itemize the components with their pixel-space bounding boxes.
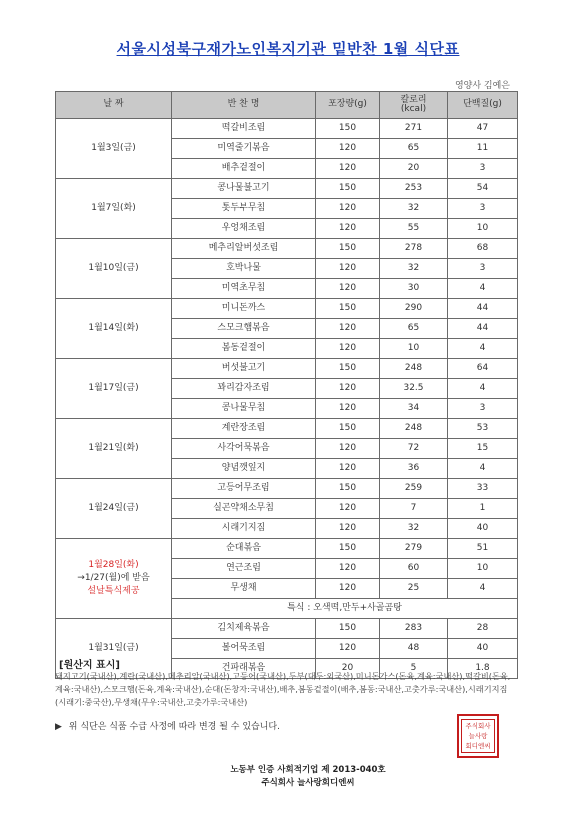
date-cell: 1월17일(금) [56, 359, 172, 419]
table-row [56, 179, 518, 199]
kcal-cell: 30 [380, 279, 448, 299]
table-row [56, 619, 518, 639]
protein-cell: 33 [448, 479, 518, 499]
header-kcal: 칼로리 (kcal) [380, 92, 448, 119]
table-row [56, 359, 518, 379]
kcal-cell: 32.5 [380, 379, 448, 399]
dish-cell: 건파래볶음 [172, 659, 316, 679]
protein-cell: 40 [448, 639, 518, 659]
protein-cell: 10 [448, 559, 518, 579]
dish-cell: 봄동겉절이 [172, 339, 316, 359]
kcal-cell: 55 [380, 219, 448, 239]
kcal-cell: 20 [380, 159, 448, 179]
date-cell: 1월10일(금) [56, 239, 172, 299]
date-cell: 1월24일(금) [56, 479, 172, 539]
protein-cell: 47 [448, 119, 518, 139]
triangle-right-icon: ▶ [55, 722, 62, 732]
protein-cell: 4 [448, 339, 518, 359]
portion-cell: 120 [316, 579, 380, 599]
portion-cell: 120 [316, 199, 380, 219]
kcal-cell: 248 [380, 419, 448, 439]
kcal-cell: 65 [380, 319, 448, 339]
portion-cell: 150 [316, 479, 380, 499]
kcal-cell: 283 [380, 619, 448, 639]
kcal-cell: 271 [380, 119, 448, 139]
notice-text: 위 식단은 식품 수급 사정에 따라 변경 될 수 있습니다. [68, 722, 280, 732]
kcal-cell: 48 [380, 639, 448, 659]
menu-table [55, 91, 518, 679]
portion-cell: 120 [316, 559, 380, 579]
protein-cell: 54 [448, 179, 518, 199]
protein-cell: 3 [448, 199, 518, 219]
dish-cell: 미니돈까스 [172, 299, 316, 319]
special-date-change: →1/27(월)에 받음 [77, 572, 150, 583]
special-date-cell [56, 539, 172, 619]
dish-cell: 고등어무조림 [172, 479, 316, 499]
dish-cell: 사각어묵볶음 [172, 439, 316, 459]
protein-cell: 4 [448, 279, 518, 299]
protein-cell: 4 [448, 579, 518, 599]
dish-cell: 떡갈비조림 [172, 119, 316, 139]
dish-cell: 양념깻잎지 [172, 459, 316, 479]
dish-cell: 실곤약채소무침 [172, 499, 316, 519]
portion-cell: 150 [316, 359, 380, 379]
kcal-cell: 259 [380, 479, 448, 499]
portion-cell: 120 [316, 639, 380, 659]
header-portion: 포장량(g) [316, 92, 380, 119]
dish-cell: 호박나물 [172, 259, 316, 279]
protein-cell: 28 [448, 619, 518, 639]
protein-cell: 15 [448, 439, 518, 459]
dish-cell: 미역줄기볶음 [172, 139, 316, 159]
portion-cell: 20 [316, 659, 380, 679]
protein-cell: 68 [448, 239, 518, 259]
protein-cell: 53 [448, 419, 518, 439]
protein-cell: 3 [448, 159, 518, 179]
dish-cell: 꽈리감자조림 [172, 379, 316, 399]
portion-cell: 150 [316, 419, 380, 439]
page-title: 서울시성북구재가노인복지기관 밑반찬 1월 식단표 [116, 40, 460, 58]
protein-cell: 44 [448, 299, 518, 319]
kcal-cell: 34 [380, 399, 448, 419]
dish-cell: 톳두부무침 [172, 199, 316, 219]
protein-cell: 10 [448, 219, 518, 239]
protein-cell: 51 [448, 539, 518, 559]
notice [55, 719, 280, 732]
header-protein: 단백질(g) [448, 92, 518, 119]
protein-cell: 11 [448, 139, 518, 159]
portion-cell: 150 [316, 539, 380, 559]
kcal-cell: 10 [380, 339, 448, 359]
certification-line: 노동부 인증 사회적기업 제 2013-040호 [230, 765, 386, 775]
table-row [56, 419, 518, 439]
table-row [56, 479, 518, 499]
kcal-cell: 279 [380, 539, 448, 559]
protein-cell: 1.8 [448, 659, 518, 679]
portion-cell: 120 [316, 379, 380, 399]
dish-cell: 버섯불고기 [172, 359, 316, 379]
portion-cell: 120 [316, 219, 380, 239]
dish-cell: 메추리알버섯조림 [172, 239, 316, 259]
portion-cell: 120 [316, 459, 380, 479]
table-row [56, 239, 518, 259]
dish-cell: 무생채 [172, 579, 316, 599]
dish-cell: 스모크햄볶음 [172, 319, 316, 339]
kcal-cell: 290 [380, 299, 448, 319]
portion-cell: 120 [316, 159, 380, 179]
portion-cell: 120 [316, 439, 380, 459]
dish-cell: 콩나물불고기 [172, 179, 316, 199]
company-seal: 주식회사 늘사랑 회디엔씨 [457, 714, 499, 758]
company-name: 주식회사 늘사랑회디엔씨 [261, 778, 355, 788]
portion-cell: 120 [316, 399, 380, 419]
kcal-cell: 32 [380, 259, 448, 279]
kcal-cell: 72 [380, 439, 448, 459]
special-date: 1월28일(화) [88, 559, 139, 570]
protein-cell: 4 [448, 379, 518, 399]
protein-cell: 4 [448, 459, 518, 479]
portion-cell: 120 [316, 319, 380, 339]
header-dish: 반 찬 명 [172, 92, 316, 119]
kcal-cell: 36 [380, 459, 448, 479]
kcal-cell: 5 [380, 659, 448, 679]
portion-cell: 120 [316, 259, 380, 279]
kcal-cell: 253 [380, 179, 448, 199]
protein-cell: 1 [448, 499, 518, 519]
origin-text: 돼지고기(국내산),계란(국내산),메추리알(국내산),고등어(국내산),두부(대두:외국산),미니돈가스(돈육,계육:국내산),떡갈비(돈육,계육:국내산),스모크햄(돈육,계육:국내산),순대(돈창자:국내산),배추,봄동겉절이(배추,봄동:국내산,고춧가루:국내산),시래기지짐(시래기:중국산),무생채(무우:국내산,고춧가루:국내산) [55, 671, 511, 707]
dish-cell: 시래기지짐 [172, 519, 316, 539]
portion-cell: 120 [316, 139, 380, 159]
kcal-cell: 65 [380, 139, 448, 159]
table-header-row [56, 92, 518, 119]
kcal-cell: 25 [380, 579, 448, 599]
dish-cell: 연근조림 [172, 559, 316, 579]
protein-cell: 44 [448, 319, 518, 339]
dish-cell: 계란장조림 [172, 419, 316, 439]
dish-cell: 콩나물무침 [172, 399, 316, 419]
protein-cell: 3 [448, 259, 518, 279]
date-cell: 1월3일(금) [56, 119, 172, 179]
date-cell: 1월7일(화) [56, 179, 172, 239]
kcal-cell: 32 [380, 519, 448, 539]
dish-cell: 순대볶음 [172, 539, 316, 559]
portion-cell: 120 [316, 499, 380, 519]
dish-cell: 볼어묵조림 [172, 639, 316, 659]
dish-cell: 배추겉절이 [172, 159, 316, 179]
dish-cell: 김치제육볶음 [172, 619, 316, 639]
portion-cell: 150 [316, 119, 380, 139]
date-cell: 1월31일(금) [56, 619, 172, 679]
portion-cell: 150 [316, 179, 380, 199]
kcal-cell: 32 [380, 199, 448, 219]
dietitian-name: 영양사 김예은 [454, 81, 510, 91]
portion-cell: 150 [316, 239, 380, 259]
portion-cell: 150 [316, 299, 380, 319]
kcal-cell: 278 [380, 239, 448, 259]
kcal-cell: 248 [380, 359, 448, 379]
protein-cell: 40 [448, 519, 518, 539]
table-row [56, 119, 518, 139]
dish-cell: 미역초무침 [172, 279, 316, 299]
table-row [56, 299, 518, 319]
protein-cell: 3 [448, 399, 518, 419]
portion-cell: 120 [316, 339, 380, 359]
kcal-cell: 60 [380, 559, 448, 579]
special-meal-note: 특식 : 오색떡,만두+사골곰탕 [172, 599, 518, 619]
portion-cell: 150 [316, 619, 380, 639]
portion-cell: 120 [316, 279, 380, 299]
date-cell: 1월21일(화) [56, 419, 172, 479]
origin-heading: [원산지 표시] [59, 660, 120, 671]
kcal-cell: 7 [380, 499, 448, 519]
portion-cell: 120 [316, 519, 380, 539]
special-meal-label: 설날특식제공 [87, 586, 140, 597]
protein-cell: 64 [448, 359, 518, 379]
header-date: 날 짜 [56, 92, 172, 119]
date-cell: 1월14일(화) [56, 299, 172, 359]
dish-cell: 우엉채조림 [172, 219, 316, 239]
table-row [56, 539, 518, 559]
